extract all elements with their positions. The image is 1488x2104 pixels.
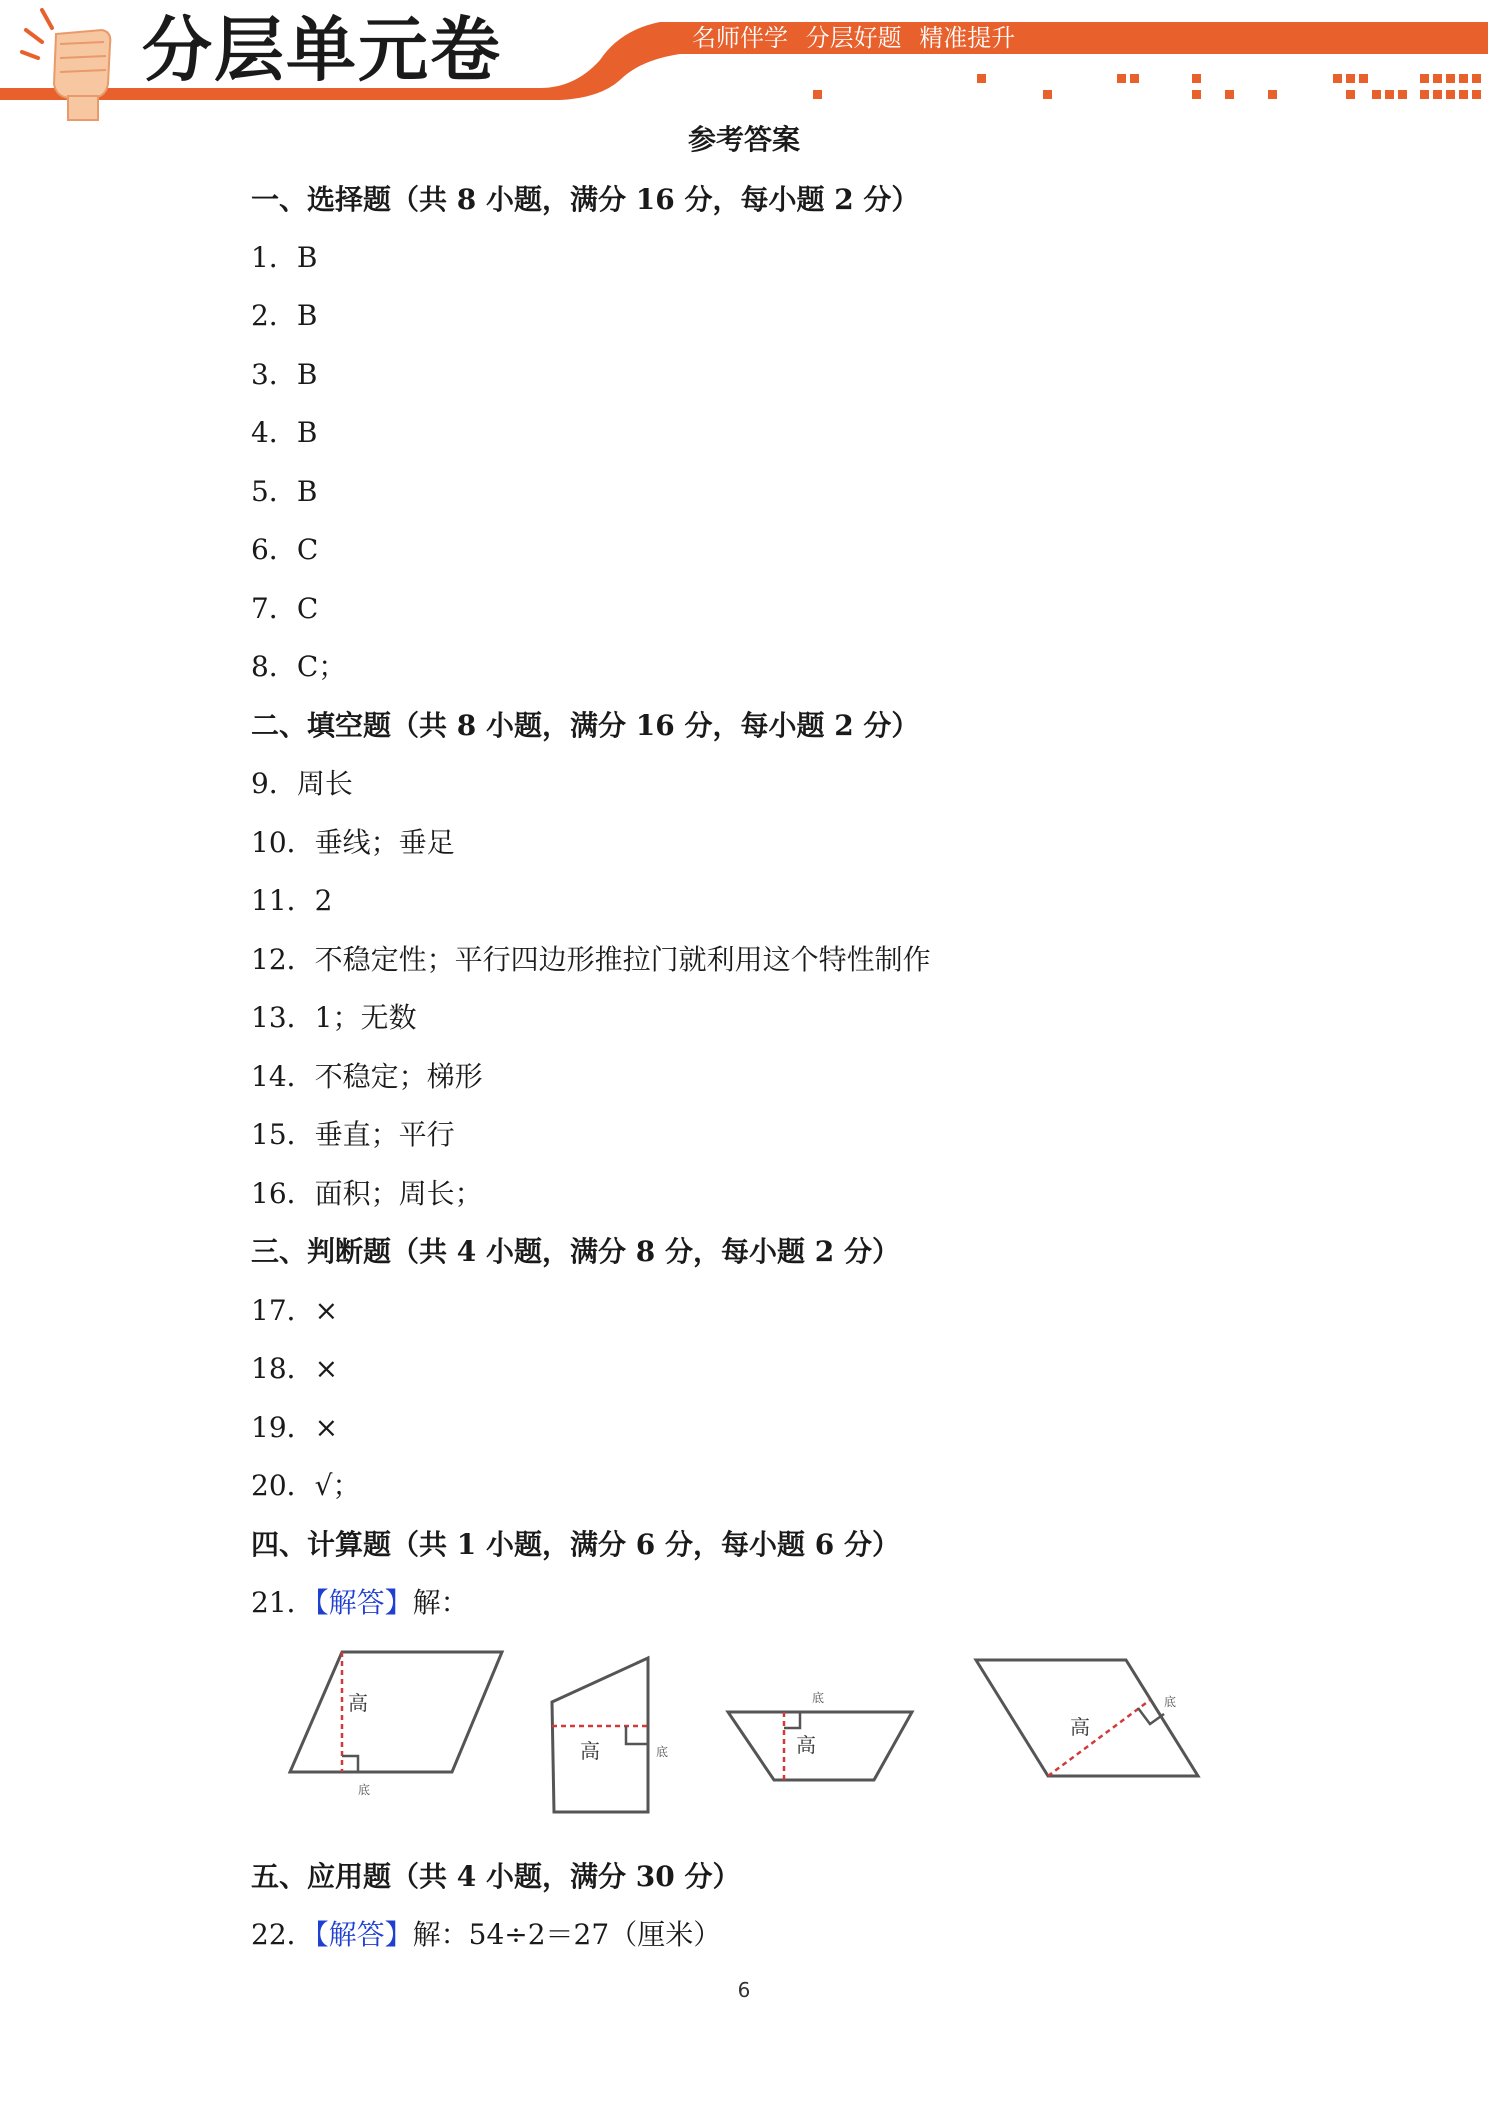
answer-item: 13．1；无数 — [251, 1001, 417, 1034]
answer-item: 8．C； — [251, 650, 347, 683]
figure-base-label: 底 — [358, 1783, 371, 1797]
answer-item: 5．B — [251, 475, 318, 508]
answer-item: 16．面积；周长； — [251, 1177, 483, 1210]
page-title: 参考答案 — [687, 123, 800, 156]
answer-item-22 — [251, 1915, 721, 1955]
answer-item: 1．B — [251, 241, 318, 274]
answer-item: 4．B — [251, 416, 318, 449]
figure-height-label: 高 — [1070, 1715, 1090, 1739]
answer-number: 22． — [251, 1918, 315, 1951]
answer-item: 18．× — [251, 1352, 339, 1385]
figure-base-label: 底 — [1164, 1695, 1177, 1709]
figure-height-label: 高 — [796, 1733, 816, 1757]
figure-height-label: 高 — [348, 1691, 368, 1715]
answer-tag: 【解答】 — [314, 1918, 413, 1951]
answer-item: 14．不稳定；梯形 — [251, 1060, 483, 1093]
figure-base-label: 底 — [656, 1745, 669, 1759]
answer-item: 17．× — [251, 1294, 339, 1327]
answer-item: 9．周长 — [251, 767, 353, 800]
answer-item: 3．B — [251, 358, 318, 391]
height-drawing-figures — [280, 1640, 1220, 1820]
section-heading-calc: 四、计算题（共 1 小题，满分 6 分，每小题 6 分） — [251, 1528, 900, 1561]
figure-base-label: 底 — [812, 1691, 825, 1705]
figure-height-label: 高 — [580, 1739, 600, 1763]
section-heading-judge: 三、判断题（共 4 小题，满分 8 分，每小题 2 分） — [251, 1235, 900, 1268]
answer-item: 6．C — [251, 533, 319, 566]
answer-text: 解： — [412, 1586, 469, 1619]
answer-item: 10．垂线；垂足 — [251, 826, 455, 859]
answer-item: 2．B — [251, 299, 318, 332]
section-heading-apply: 五、应用题（共 4 小题，满分 30 分） — [251, 1860, 741, 1893]
section-heading-fill: 二、填空题（共 8 小题，满分 16 分，每小题 2 分） — [251, 709, 920, 742]
answer-item-21 — [251, 1583, 469, 1623]
answer-text: 解：54÷2＝27（厘米） — [412, 1918, 722, 1951]
answer-item: 11．2 — [251, 884, 333, 917]
brand-title: 分层单元卷 — [142, 9, 502, 91]
answer-item: 19．× — [251, 1411, 339, 1444]
answer-item: 7．C — [251, 592, 319, 625]
answer-item: 12．不稳定性；平行四边形推拉门就利用这个特性制作 — [251, 943, 931, 976]
header-slogan: 名师伴学 分层好题 精准提升 — [692, 24, 1016, 52]
section-heading-choice: 一、选择题（共 8 小题，满分 16 分，每小题 2 分） — [251, 183, 920, 216]
page-header — [0, 0, 1488, 125]
page-number: 6 — [737, 1978, 751, 2002]
answer-tag: 【解答】 — [314, 1586, 413, 1619]
fist-logo-icon — [12, 0, 122, 125]
answer-item: 20．√； — [251, 1469, 361, 1502]
answer-number: 21． — [251, 1586, 315, 1619]
answer-item: 15．垂直；平行 — [251, 1118, 455, 1151]
